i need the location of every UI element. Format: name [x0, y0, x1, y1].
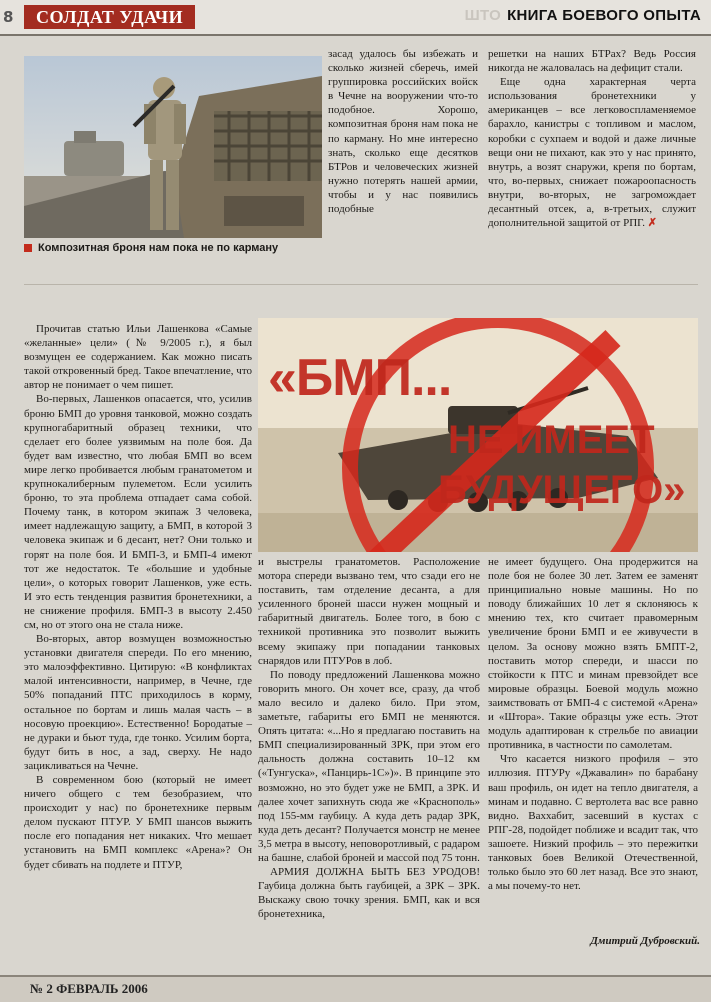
- top-column-right: [488, 47, 696, 230]
- title-line-1: «БМП...: [268, 349, 452, 407]
- article-paragraph: В современном бою (который не имеет ничего общего с тем безобразием, что происходит у нас) по бронетехнике первым делом пускают ПТУР. У БМП шансов выжить после его попадания нет никаких. Что мешает установить на БМП комплекс «Арена»? Он будет сбивать на подлете и ПТУР,: [24, 774, 252, 871]
- article-paragraph: Во-вторых, автор возмущен возможностью установки двигателя спереди. По его мнению, это малоэффективно. Цитирую: «В конфликтах малой интенсивности, например, в Чечне, где 50% попаданий ПТС приходилось в корму, остальное по бортам и лишь малая часть – в носовую проекцию». Естественно! Бородатые – не дураки и бьют туда, где тонко. Усилим борта, будут бить в нос, а зад, сверху. Не надо зацикливаться на Чечне.: [24, 633, 252, 772]
- article-column-3: [488, 555, 698, 893]
- article-column-1: [24, 322, 252, 872]
- section-divider: [24, 284, 698, 285]
- section-title: [465, 7, 701, 24]
- page-header: [0, 0, 711, 36]
- article-paragraph: и выстрелы гранатометов. Расположение мотора спереди вызвано тем, что сзади его не поставить, там отделение десанта, а для усиленного броней шасси нужен мощный и габаритный двигатель. Более того, в бою с техникой противника это позволит выжить всему экипажу при попадании танковых снарядов или ПТУРов в лоб.: [258, 556, 480, 667]
- magazine-masthead: СОЛДАТ УДАЧИ: [24, 5, 195, 29]
- article-paragraph: По поводу предложений Лашенкова можно говорить много. Он хочет все, сразу, да чтоб мало весило и далеко било. При этом, заметьте, габариты его БМП не меняются. Опять цитата: «...Но я предлагаю поставить на БМП специализированный ЗРК, при этом его дальность должна составить 10–12 км («Тунгуска», «Панцирь-1С»)». В принципе это возможно, но это будет уже не БМП, а ЗРК. И далее хочет запихнуть сюда же «Краснополь» под 155-мм гаубицу. А куда деть радар ЗРК, куда деть десант? Получается монстр не менее 3,5 метра в высоту, неповоротливый, с радаром на башне, слабой броней и массой под 75 тонн.: [258, 668, 480, 864]
- section-ghost-text: ШТО: [464, 7, 502, 24]
- title-graphic: [258, 318, 698, 552]
- top-mid-paragraph: засад удалось бы избежать и сколько жизней сберечь, имей группировка российских войск в Чечне на вооружении что-то подобное. Хорошо, композитная броня нам пока не по карману. Но мне интересно знать, сколько еще десятков БТРов и человеческих жизней нужно потерять нашей армии, чтобы и у нас появились подобные: [328, 48, 478, 216]
- issue-label: № 2 ФЕВРАЛЬ 2006: [30, 981, 148, 996]
- article-paragraph: Во-первых, Лашенков опасается, что, усилив броню БМП до уровня танковой, можно создать крупногабаритный образец техники, что сделает его более уязвимым на поле боя. Да будет вам известно, что любая БМП во всем мире легко пробивается любым гранатометом и крупнокалиберным пулеметом. Если усилить броню, то эта проблема отпадает сама собой. Почему танк, в котором экипаж 3 человека, имеет надлежащую защиту, а БМП, в которой 3 человека экипаж и 6 десант, нет? Они только и горят на поле боя. И БМП-3, и БМП-4 имеют тот же недостаток. Те «большие и удобные цели», о которых говорит Лашенков, уже есть. И это есть тенденция развития бронетехники, а не снижение профиля. БМП-3 в высоту 2.450 см, но от этого она не стала ниже.: [24, 393, 252, 631]
- title-line-3: БУДУЩЕГО»: [438, 468, 686, 512]
- top-column-middle: [328, 47, 478, 216]
- end-mark-icon: ✗: [647, 217, 658, 230]
- top-right-paragraph-1: решетки на наших БТРах? Ведь Россия никогда не жаловалась на дефицит стали.: [488, 48, 696, 75]
- article-paragraph: АРМИЯ ДОЛЖНА БЫТЬ БЕЗ УРОДОВ! Гаубица должна быть гаубицей, а ЗРК – ЗРК. Выскажу свою точку зрения. БМП, как и вся бронетехника,: [258, 866, 480, 921]
- top-right-paragraph-2-text: Еще одна характерная черта использования бронетехники у американцев – все легковоспламеняемое барахло, канистры с топливом и маслом, коробки с сухпаем и водой и даже личные вещи они не пихают, как это у нас принято, внутрь, а возят снаружи, крепя по бортам, что, во-первых, снижает пожароопасность внутри, во-вторых, не загромождает десантный отсек, а, в-третьих, служит дополнительной защитой от РПГ.: [488, 76, 696, 230]
- article-paragraph: не имеет будущего. Она продержится на поле боя не более 30 лет. Затем ее заменят принципиально новые машины. Но по поводу ближайших 10 лет я склоняюсь к мнению тех, кто считает правомерным увеличение брони БМП и ее живучести в целом. За основу можно взять БМПТ-2, поставить мотор спереди, и шасси по стойкости к ПТС и минам превзойдет все мировые образцы. Боевой модуль можно заимствовать от БМП-4 с системой «Арена» и «Штора». Такие образцы уже есть. Этот модуль адаптирован к стрельбе по авиации противника, в частности по самолетам.: [488, 556, 698, 752]
- photo-caption: [24, 238, 322, 258]
- caption-square-icon: [24, 244, 32, 252]
- author-signature: Дмитрий Дубровский.: [590, 935, 700, 947]
- soldier-apc-photo: [24, 56, 322, 238]
- title-line-2: НЕ ИМЕЕТ: [448, 418, 655, 462]
- top-right-paragraph-2: [488, 75, 696, 230]
- article-paragraph: Прочитав статью Ильи Лашенкова «Самые «желанные» цели» (№ 9/2005 г.), я был возмущен ее содержанием. Как можно писать такой откровенный бред. Такое впечатление, что автор не понимает о чем пишет.: [24, 323, 252, 392]
- photo-caption-text: Композитная броня нам пока не по карману: [38, 242, 279, 254]
- section-title-text: КНИГА БОЕВОГО ОПЫТА: [507, 7, 701, 24]
- page-number: 8: [3, 8, 14, 26]
- soldier-apc-illustration: [24, 56, 322, 238]
- article-column-2: [258, 555, 480, 921]
- article-paragraph: Что касается низкого профиля – это иллюзия. ПТУРу «Джавалин» по барабану ваш профиль, он идет на тепло двигателя, а минам и подавно. С вертолета вас все равно видно. Ваххабит, засевший в кустах с РПГ-28, подойдет поближе и всадит так, что зашоете. Низкий профиль – это пережитки танковых боев Великой Отечественной, только было это 60 лет назад. Все это знают, а мы почему-то нет.: [488, 753, 698, 893]
